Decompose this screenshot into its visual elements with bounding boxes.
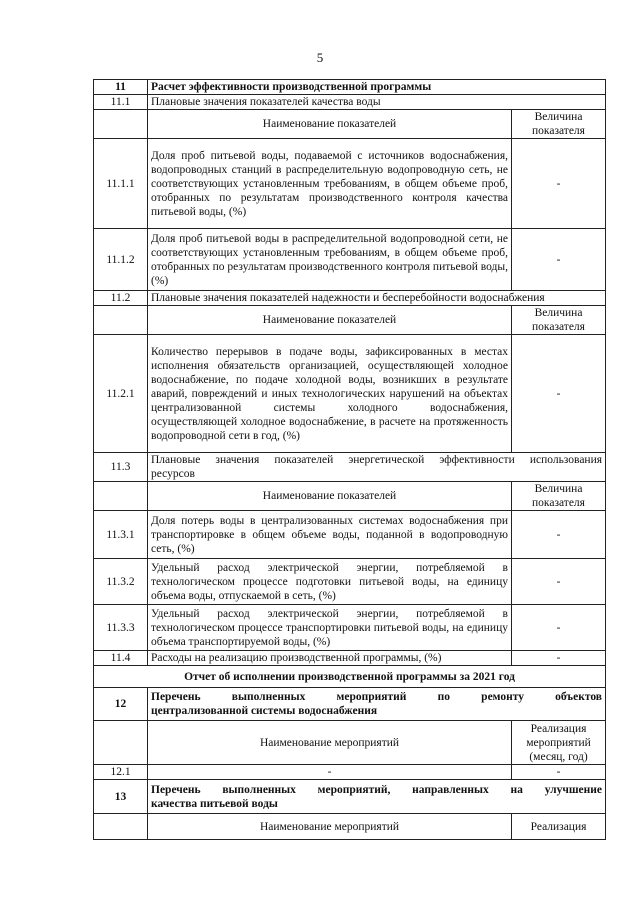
table-header-row — [94, 110, 606, 139]
table-header-row — [94, 482, 606, 511]
header-name: Наименование мероприятий — [148, 814, 512, 840]
section-title-line-1: Плановые значения показателей энергетической эффективности использования — [151, 454, 603, 466]
row-value: - — [512, 139, 606, 229]
table-header-row — [94, 814, 606, 840]
table-header-row — [94, 306, 606, 335]
section-title-line-1: Перечень выполненных мероприятий по ремонту объектов — [151, 691, 603, 703]
section-number: 11.4 — [94, 651, 148, 666]
header-value-line-1: Реализация — [530, 722, 587, 735]
row-text: Доля проб питьевой воды, подаваемой с источников водоснабжения, водопроводных станций в распределительную водопроводную сеть, не соответствующих установленным требованиям, в общем объеме проб, отобранных по результатам производственного контроля качества питьевой воды, (%) — [148, 139, 512, 229]
header-value: Реализация — [512, 814, 606, 840]
section-11-row — [94, 80, 606, 95]
row-value: - — [512, 559, 606, 605]
empty-cell — [94, 482, 148, 511]
section-number: 11.3 — [94, 453, 148, 482]
header-value-line-1: Величина — [534, 307, 583, 319]
section-number: 11 — [94, 80, 148, 95]
row-text: Количество перерывов в подаче воды, зафиксированных в местах исполнения обязательств организацией, осуществляющей холодное водоснабжение, по подаче холодной воды, возникших в результате аварий, повреждений и иных технологических нарушений на объектах централизованной системы холодного водоснабжения, осуществляющей холодное водоснабжение, в расчете на протяженность водопроводной сети в год, (%) — [148, 335, 512, 453]
indicator-row — [94, 139, 606, 229]
page-number: 5 — [316, 50, 324, 65]
section-number: 13 — [94, 780, 148, 814]
empty-cell — [94, 721, 148, 765]
row-value: - — [512, 511, 606, 559]
row-value: - — [512, 765, 606, 780]
header-value-line-3: (месяц, год) — [529, 750, 588, 763]
section-title-line-2: ресурсов — [151, 468, 195, 480]
row-text: Удельный расход электрической энергии, потребляемой в технологическом процессе транспортировки питьевой воды, на единицу объема транспортируемой воды, (%) — [148, 605, 512, 651]
indicator-row — [94, 335, 606, 453]
indicator-row — [94, 605, 606, 651]
header-value — [512, 110, 606, 139]
header-name: Наименование показателей — [148, 110, 512, 139]
row-number: 11.2.1 — [94, 335, 148, 453]
section-title: Расчет эффективности производственной программы — [148, 80, 606, 95]
header-value-line-2: показателя — [532, 497, 585, 509]
row-number: 11.3.1 — [94, 511, 148, 559]
table-header-row — [94, 721, 606, 765]
section-title: Плановые значения показателей качества воды — [148, 95, 606, 110]
section-11-2-row — [94, 291, 606, 306]
header-value-line-2: показателя — [532, 321, 585, 333]
header-value — [512, 306, 606, 335]
row-value: - — [512, 229, 606, 291]
header-value — [512, 482, 606, 511]
section-12-row — [94, 688, 606, 721]
indicator-row — [94, 229, 606, 291]
section-11-1-row — [94, 95, 606, 110]
empty-cell — [94, 110, 148, 139]
indicator-row — [94, 559, 606, 605]
row-value: - — [512, 651, 606, 666]
header-value-line-1: Величина — [534, 483, 583, 495]
section-number: 11.1 — [94, 95, 148, 110]
report-title-row — [94, 666, 606, 688]
section-number: 11.2 — [94, 291, 148, 306]
section-11-4-row — [94, 651, 606, 666]
section-title-line-2: качества питьевой воды — [151, 797, 278, 810]
empty-cell — [94, 306, 148, 335]
row-number: 11.1.1 — [94, 139, 148, 229]
section-title-line-2: централизованной системы водоснабжения — [151, 705, 378, 717]
row-number: 11.3.3 — [94, 605, 148, 651]
empty-cell — [94, 814, 148, 840]
program-table — [93, 79, 606, 840]
indicator-row — [94, 511, 606, 559]
row-number: 11.1.2 — [94, 229, 148, 291]
header-name: Наименование показателей — [148, 306, 512, 335]
header-value-line-1: Величина — [534, 111, 583, 123]
header-value-line-2: показателя — [532, 125, 585, 137]
header-name: Наименование мероприятий — [148, 721, 512, 765]
row-number: 11.3.2 — [94, 559, 148, 605]
section-title-line-1: Перечень выполненных мероприятий, направленных на улучшение — [151, 783, 603, 796]
section-11-3-row — [94, 453, 606, 482]
section-title — [148, 453, 606, 482]
section-title: Плановые значения показателей надежности и бесперебойности водоснабжения — [148, 291, 606, 306]
section-13-row — [94, 780, 606, 814]
header-value — [512, 721, 606, 765]
row-number: 12.1 — [94, 765, 148, 780]
activity-row — [94, 765, 606, 780]
section-title: Расходы на реализацию производственной программы, (%) — [148, 651, 512, 666]
section-title — [148, 780, 606, 814]
row-value: - — [512, 605, 606, 651]
row-text: Доля проб питьевой воды в распределительной водопроводной сети, не соответствующих установленным требованиям, в общем объеме проб, отобранных по результатам производственного контроля питьевой воды, (%) — [148, 229, 512, 291]
row-value: - — [512, 335, 606, 453]
report-title: Отчет об исполнении производственной программы за 2021 год — [94, 666, 606, 688]
section-title — [148, 688, 606, 721]
row-text: Удельный расход электрической энергии, потребляемой в технологическом процессе подготовки питьевой воды, на единицу объема воды, отпускаемой в сеть, (%) — [148, 559, 512, 605]
section-number: 12 — [94, 688, 148, 721]
row-text: Доля потерь воды в централизованных системах водоснабжения при транспортировке в общем объеме воды, поданной в водопроводную сеть, (%) — [148, 511, 512, 559]
header-value-line-2: мероприятий — [526, 736, 591, 749]
header-name: Наименование показателей — [148, 482, 512, 511]
row-text: - — [148, 765, 512, 780]
